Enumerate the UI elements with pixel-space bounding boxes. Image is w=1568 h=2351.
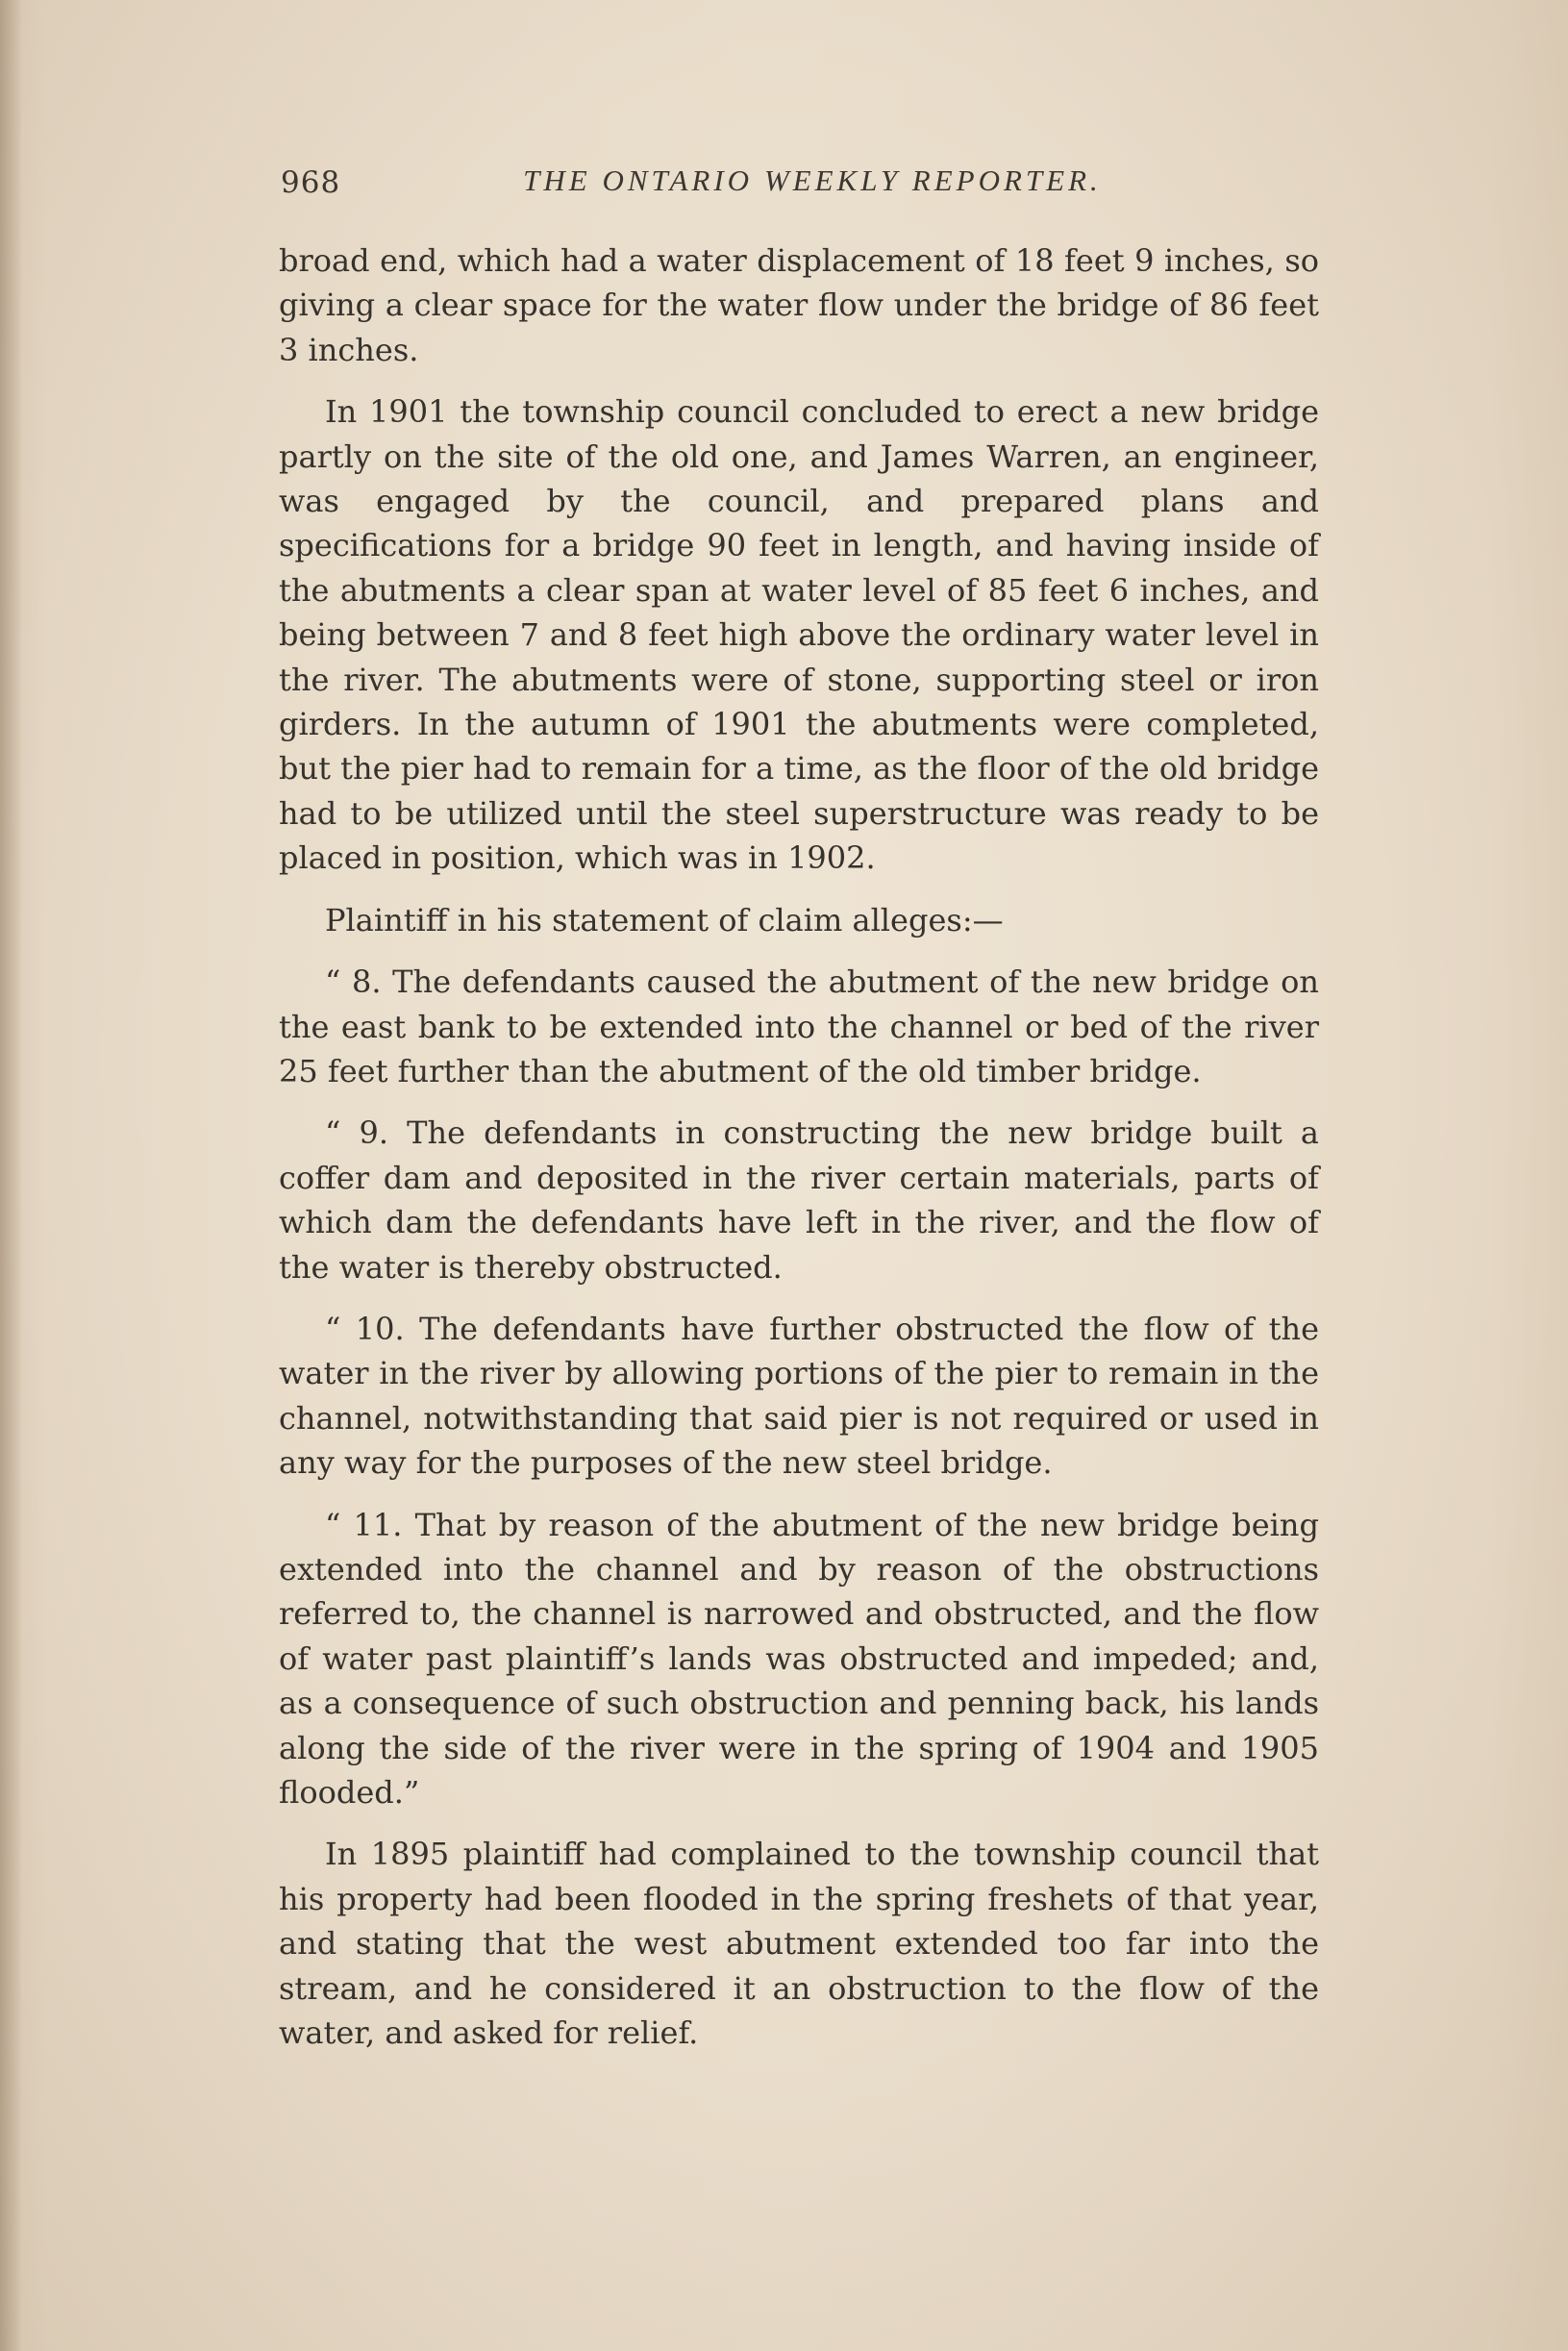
page-binding-edge [0,0,21,2351]
paragraph-claim-intro: Plaintiff in his statement of claim alleges:— [325,901,1004,938]
paragraph-claim-10: “ 10. The defendants have further obstructed the flow of the water in the river by allowing portions of the pier to remain in the channel, notwithstanding that said pier is not required or used in any way for the purposes of the new steel bridge. [279,1310,1319,1482]
journal-title: THE ONTARIO WEEKLY REPORTER. [523,163,1102,197]
paragraph-claim-9: “ 9. The defendants in constructing the new bridge built a coffer dam and deposited in the river certain materials, parts of which dam the defendants have left in the river, and the flow of the water is thereby obstructed. [279,1114,1319,1286]
paragraph-continued: broad end, which had a water displacement of 18 feet 9 inches, so giving a clear space for the water flow under the bridge of 86 feet 3 inches. [279,242,1319,368]
body-text [279,238,1319,2072]
page-number: 968 [281,165,341,200]
running-head [269,162,1317,210]
paragraph-new-bridge-1901: In 1901 the township council concluded to erect a new bridge partly on the site of the old one, and James Warren, an engineer, was engaged by the council, and prepared plans and specifications for a bridge 90 feet in length, and having inside of the abutments a clear span at water level of 85 feet 6 inches, and being between 7 and 8 feet high above the ordinary water level in the river. The abutments were of stone, supporting steel or iron girders. In the autumn of 1901 the abutments were completed, but the pier had to remain for a time, as the floor of the old bridge had to be utilized until the steel superstructure was ready to be placed in position, which was in 1902. [279,393,1319,877]
paragraph-claim-11: “ 11. That by reason of the abutment of the new bridge being extended into the channel and by reason of the obstructions referred to, the channel is narrowed and obstructed, and the flow of water past plaintiff’s lands was obstructed and impeded; and, as a consequence of such obstruction and penning back, his lands along the side of the river were in the spring of 1904 and 1905 flooded.” [279,1506,1319,1811]
paragraph-claim-8: “ 8. The defendants caused the abutment of the new bridge on the east bank to be extended into the channel or bed of the river 25 feet further than the abutment of the old timber bridge. [279,963,1319,1089]
paragraph-complaint-1895: In 1895 plaintiff had complained to the township council that his property had been flooded in the spring freshets of that year, and stating that the west abutment extended too far into the stream, and he considered it an obstruction to the flow of the water, and asked for relief. [279,1836,1319,2052]
